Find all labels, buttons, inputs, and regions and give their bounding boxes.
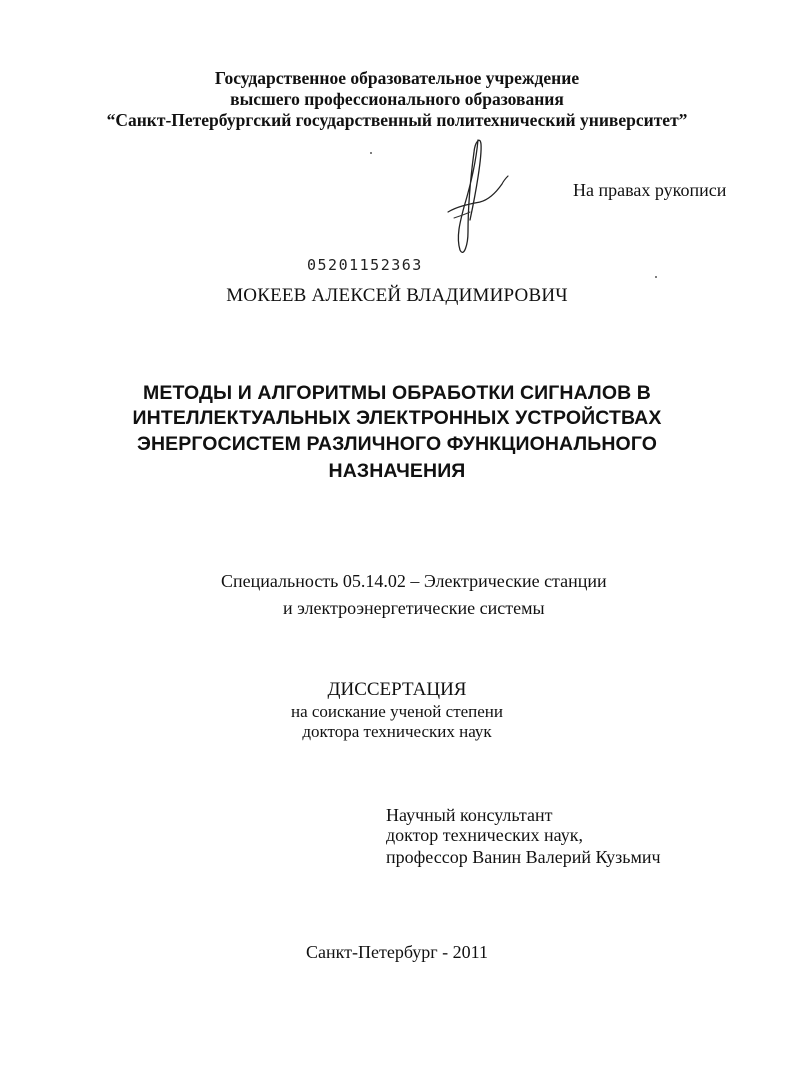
consultant-line-3: профессор Ванин Валерий Кузьмич: [386, 847, 661, 867]
title-line-3: ЭНЕРГОСИСТЕМ РАЗЛИЧНОГО ФУНКЦИОНАЛЬНОГО: [136, 433, 657, 455]
institution-line-1: Государственное образовательное учреждение: [214, 68, 580, 88]
institution-line-2: высшего профессионального образования: [230, 89, 564, 109]
manuscript-note: На правах рукописи: [573, 180, 727, 200]
title-line-2: ИНТЕЛЛЕКТУАЛЬНЫХ ЭЛЕКТРОННЫХ УСТРОЙСТВАХ: [132, 407, 662, 429]
title-line-1: МЕТОДЫ И АЛГОРИТМЫ ОБРАБОТКИ СИГНАЛОВ В: [143, 382, 651, 404]
specialty-line-1: Специальность 05.14.02 – Электрические станции: [221, 571, 607, 591]
title-line-4: НАЗНАЧЕНИЯ: [328, 460, 466, 482]
consultant-line-1: Научный консультант: [386, 805, 553, 825]
author-name: МОКЕЕВ АЛЕКСЕЙ ВЛАДИМИРОВИЧ: [226, 285, 568, 306]
signature-graphic: [440, 132, 520, 262]
scan-speck: [370, 152, 372, 154]
city-year: Санкт-Петербург - 2011: [305, 942, 489, 962]
scan-speck: [655, 276, 657, 278]
dissertation-label: ДИССЕРТАЦИЯ: [327, 679, 467, 700]
degree-line-2: доктора технических наук: [302, 722, 492, 741]
specialty-line-2: и электроэнергетические системы: [283, 598, 545, 618]
consultant-line-2: доктор технических наук,: [386, 825, 583, 845]
degree-line-1: на соискание ученой степени: [290, 702, 504, 721]
institution-line-3: “Санкт-Петербургский государственный политехнический университет”: [106, 110, 688, 130]
library-code: 05201152363: [307, 256, 423, 274]
